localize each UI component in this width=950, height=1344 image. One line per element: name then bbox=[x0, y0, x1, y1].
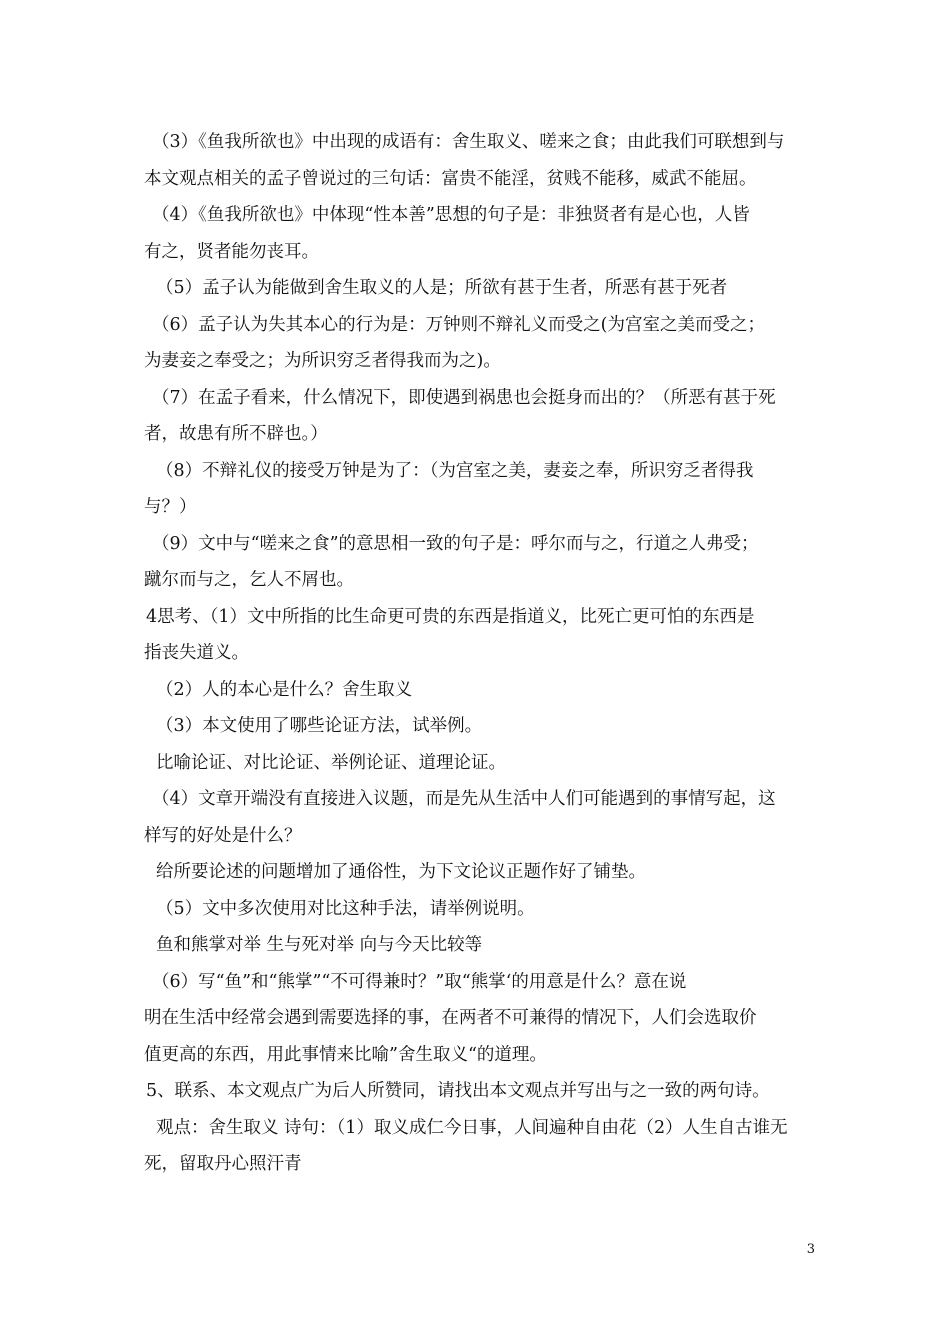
text-line: 4思考、（1）文中所指的比生命更可贵的东西是指道义，比死亡更可怕的东西是 bbox=[146, 606, 755, 627]
page-number: 3 bbox=[806, 1242, 815, 1257]
text-line: （6）孟子认为失其本心的行为是：万钟则不辩礼义而受之(为宫室之美而受之； bbox=[152, 314, 765, 335]
text-line: 有之，贤者能勿丧耳。 bbox=[144, 241, 319, 262]
text-line: 5、联系、本文观点广为后人所赞同，请找出本文观点并写出与之一致的两句诗。 bbox=[146, 1081, 770, 1101]
text-line: 观点：舍生取义 诗句：（1）取义成仁今日事，人间遍种自由花（2）人生自古谁无 bbox=[156, 1117, 788, 1138]
text-line: 比喻论证、对比论证、举例论证、道理论证。 bbox=[156, 752, 506, 773]
text-line: （8）不辩礼仪的接受万钟是为了：（为宫室之美，妻妾之奉，所识穷乏者得我 bbox=[156, 460, 754, 481]
text-line: （5）孟子认为能做到舍生取义的人是；所欲有甚于生者，所恶有甚于死者 bbox=[156, 278, 728, 298]
text-line: 本文观点相关的孟子曾说过的三句话：富贵不能淫，贫贱不能移，威武不能屈。 bbox=[144, 168, 757, 189]
text-line: 蹴尔而与之，乞人不屑也。 bbox=[144, 570, 354, 590]
text-line: （6）写“鱼”和“熊掌”“不可得兼时？”取“熊掌‘的用意是什么？意在说 bbox=[152, 971, 687, 992]
text-line: （2）人的本心是什么？舍生取义 bbox=[156, 679, 413, 700]
text-line: （5）文中多次使用对比这种手法，请举例说明。 bbox=[156, 898, 535, 919]
text-line: 与？） bbox=[144, 497, 197, 517]
text-line: 者，故患有所不辟也。） bbox=[144, 424, 328, 444]
document-body bbox=[144, 124, 812, 1183]
text-line: （9）文中与“嗟来之食”的意思相一致的句子是：呼尔而与之，行道之人弗受； bbox=[152, 533, 759, 554]
text-line: （3）《鱼我所欲也》中出现的成语有：舍生取义、嗟来之食；由此我们可联想到与 bbox=[152, 132, 785, 152]
text-line: 明在生活中经常会遇到需要选择的事，在两者不可兼得的情况下，人们会选取价 bbox=[144, 1008, 757, 1028]
text-line: 鱼和熊掌对举 生与死对举 向与今天比较等 bbox=[156, 935, 483, 955]
text-line: 值更高的东西，用此事情来比喻”舍生取义“的道理。 bbox=[144, 1044, 547, 1065]
text-line: （4）文章开端没有直接进入议题，而是先从生活中人们可能遇到的事情写起，这 bbox=[152, 789, 776, 809]
text-line: 样写的好处是什么？ bbox=[144, 825, 302, 846]
text-line: 指丧失道义。 bbox=[144, 643, 249, 663]
text-line: 给所要论述的问题增加了通俗性，为下文论议正题作好了铺垫。 bbox=[156, 862, 646, 882]
text-line: （3）本文使用了哪些论证方法，试举例。 bbox=[156, 716, 483, 736]
text-line: 为妻妾之奉受之；为所识穷乏者得我而为之)。 bbox=[144, 351, 501, 371]
text-line: 死，留取丹心照汗青 bbox=[144, 1154, 302, 1174]
text-line: （7）在孟子看来，什么情况下，即使遇到祸患也会挺身而出的？（所恶有甚于死 bbox=[152, 387, 776, 408]
text-line: （4）《鱼我所欲也》中体现“性本善”思想的句子是：非独贤者有是心也，人皆 bbox=[152, 205, 750, 225]
